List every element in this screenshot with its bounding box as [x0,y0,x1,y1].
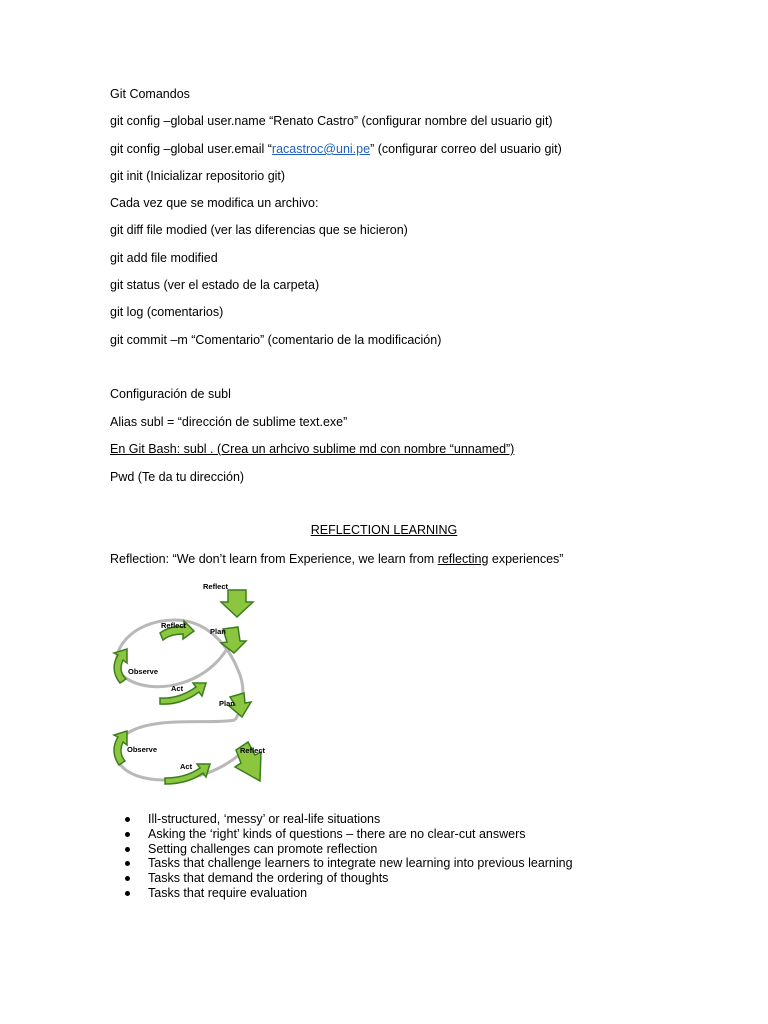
git-init-line: git init (Inicializar repositorio git) [110,169,286,183]
git-status-line: git status (ver el estado de la carpeta) [110,278,320,292]
label-reflect-lower: Reflect [240,746,266,755]
label-act-lower: Act [180,762,193,771]
bullet-dot-icon [125,876,130,881]
list-item: Asking the ‘right’ kinds of questions – there are no clear-cut answers [122,827,573,842]
git-config-name-line: git config –global user.name “Renato Castro” (configurar nombre del usuario git) [110,114,553,128]
observe-upper-arrow-icon [114,649,127,683]
label-plan-lower: Plan [219,699,235,708]
git-config-email-line [110,141,562,157]
bullet-dot-icon [125,832,130,837]
git-add-line: git add file modified [110,251,218,265]
label-observe-upper: Observe [128,667,159,676]
bullet-dot-icon [125,817,130,822]
reflection-quote [110,551,563,567]
reflection-bullet-list [122,812,573,901]
email-line-prefix: git config –global user.email “ [110,142,272,156]
email-line-suffix: ” (configurar correo del usuario git) [370,142,562,156]
git-heading: Git Comandos [110,87,190,101]
git-commit-line: git commit –m “Comentario” (comentario de la modificación) [110,333,442,347]
git-diff-line: git diff file modied (ver las diferencias que se hicieron) [110,223,408,237]
list-item: Ill-structured, ‘messy’ or real-life situations [122,812,573,827]
reflection-title: REFLECTION LEARNING [310,523,458,537]
subl-gitbash-line: En Git Bash: subl . (Crea un arhcivo sublime md con nombre “unnamed”) [110,442,515,456]
bullet-dot-icon [125,861,130,866]
label-plan-upper: Plan [210,627,226,636]
quote-suffix: experiences” [488,552,564,566]
quote-prefix: Reflection: “We don’t learn from Experience, we learn from [110,552,438,566]
label-observe-lower: Observe [127,745,158,754]
pwd-line: Pwd (Te da tu dirección) [110,470,245,484]
list-item: Tasks that challenge learners to integrate new learning into previous learning [122,856,573,871]
modify-file-line: Cada vez que se modifica un archivo: [110,196,319,210]
label-act-upper: Act [171,684,184,693]
quote-emphasis: reflecting [437,552,489,566]
bullet-dot-icon [125,891,130,896]
label-reflect-top: Reflect [203,582,229,591]
reflect-top-arrow-icon [221,590,253,617]
git-log-line: git log (comentarios) [110,305,224,319]
subl-heading: Configuración de subl [110,387,231,401]
list-item: Tasks that require evaluation [122,886,573,901]
bullet-dot-icon [125,847,130,852]
email-link[interactable]: racastroc@uni.pe [271,142,371,156]
observe-lower-arrow-icon [114,731,127,765]
list-item: Setting challenges can promote reflection [122,842,573,857]
label-reflect-upper: Reflect [161,621,187,630]
subl-alias-line: Alias subl = “dirección de sublime text.exe” [110,415,348,429]
reflection-cycle-diagram [110,575,280,795]
list-item: Tasks that demand the ordering of thoughts [122,871,573,886]
